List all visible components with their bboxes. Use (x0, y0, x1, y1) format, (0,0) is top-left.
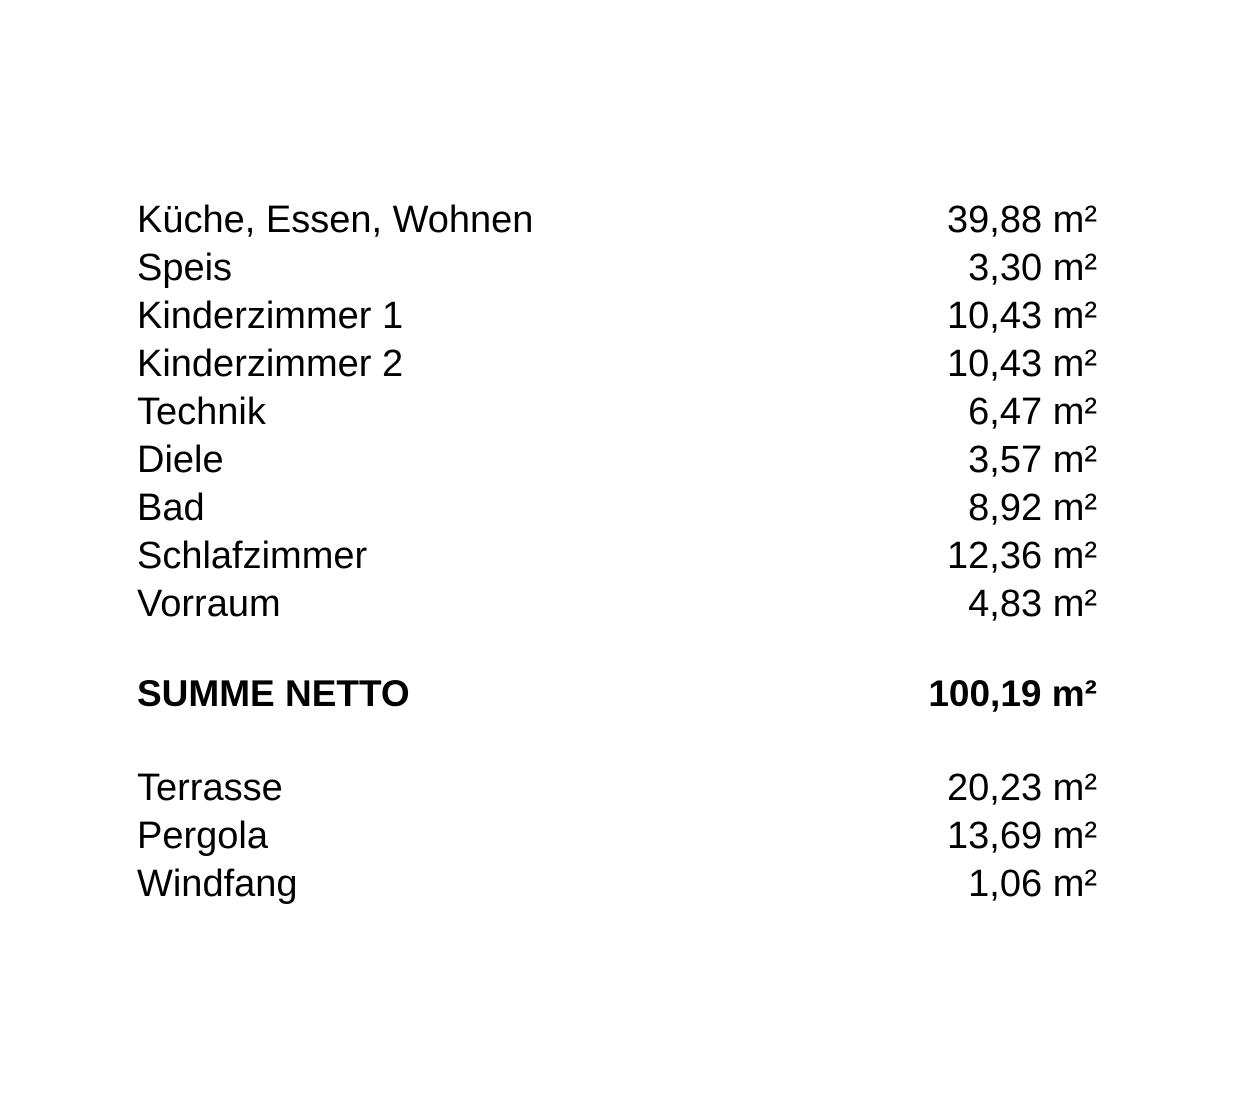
room-row (137, 436, 1097, 484)
outdoor-row (137, 860, 1097, 908)
total-area: 100,19 m² (928, 673, 1097, 714)
area-table (137, 196, 1097, 908)
outdoor-area: 13,69 m² (947, 815, 1097, 857)
total-row (137, 670, 1097, 718)
room-area: 12,36 m² (947, 535, 1097, 577)
room-label: Schlafzimmer (137, 535, 368, 577)
total-section (137, 670, 1097, 718)
outdoor-area: 1,06 m² (968, 863, 1097, 905)
room-row (137, 340, 1097, 388)
room-area: 3,57 m² (968, 439, 1097, 481)
room-label: Diele (137, 439, 224, 481)
room-area: 8,92 m² (968, 487, 1097, 529)
room-row (137, 388, 1097, 436)
room-area: 10,43 m² (947, 295, 1097, 337)
room-label: Kinderzimmer 1 (137, 295, 404, 337)
room-label: Vorraum (137, 583, 281, 625)
outdoor-label: Windfang (137, 863, 298, 905)
outdoor-label: Pergola (137, 815, 268, 857)
outdoor-row (137, 764, 1097, 812)
room-label: Bad (137, 487, 205, 529)
total-label: SUMME NETTO (137, 673, 410, 714)
room-area: 6,47 m² (968, 391, 1097, 433)
rooms-list (137, 196, 1097, 628)
outdoor-list (137, 764, 1097, 908)
room-row (137, 196, 1097, 244)
room-area: 3,30 m² (968, 247, 1097, 289)
room-area: 39,88 m² (947, 199, 1097, 241)
room-row (137, 484, 1097, 532)
room-label: Technik (137, 391, 266, 433)
room-row (137, 244, 1097, 292)
room-label: Küche, Essen, Wohnen (137, 199, 534, 241)
room-row (137, 580, 1097, 628)
room-area: 10,43 m² (947, 343, 1097, 385)
outdoor-area: 20,23 m² (947, 767, 1097, 809)
room-row (137, 532, 1097, 580)
room-row (137, 292, 1097, 340)
room-label: Kinderzimmer 2 (137, 343, 404, 385)
room-area: 4,83 m² (968, 583, 1097, 625)
outdoor-label: Terrasse (137, 767, 283, 809)
outdoor-row (137, 812, 1097, 860)
room-label: Speis (137, 247, 233, 289)
